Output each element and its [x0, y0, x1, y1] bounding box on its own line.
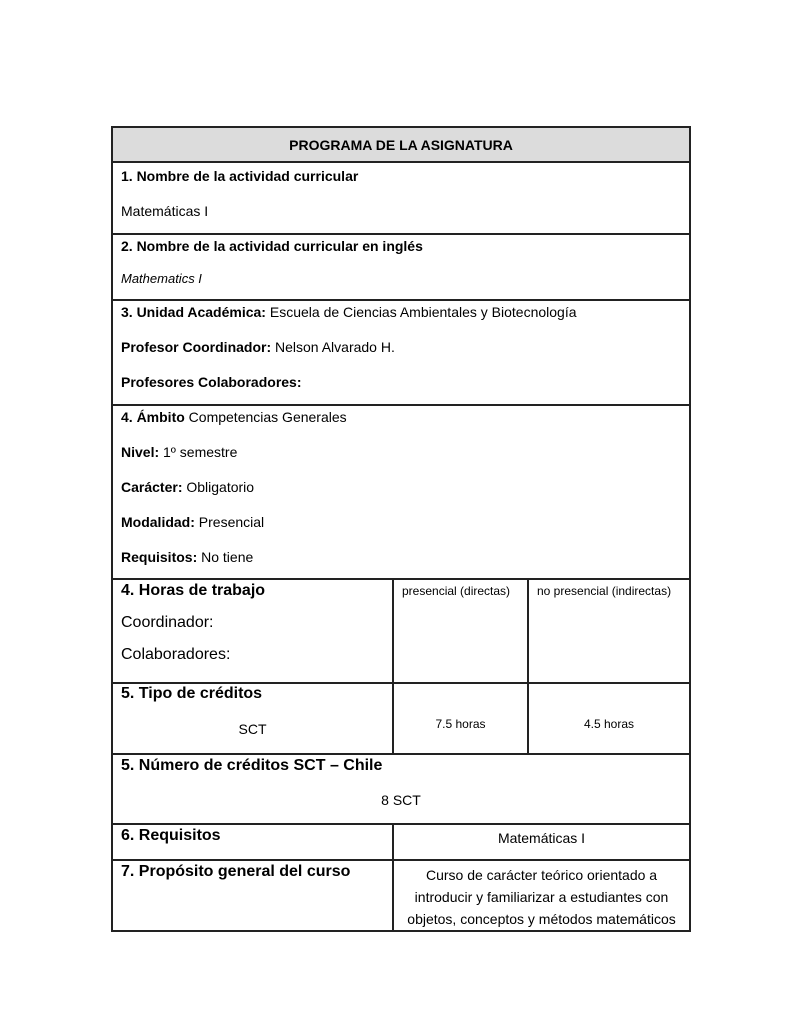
ambito-label: 4. Ámbito: [121, 409, 185, 425]
proposito-title: 7. Propósito general del curso: [121, 863, 351, 880]
creditos-no-presencial: 4.5 horas: [583, 717, 635, 731]
unidad-line: [121, 304, 681, 320]
section-2-label: 2. Nombre de la actividad curricular en inglés: [121, 238, 423, 254]
section-1-value: Matemáticas I: [121, 203, 209, 219]
unidad-value: Escuela de Ciencias Ambientales y Biotecnología: [269, 304, 577, 320]
creditos-presencial: 7.5 horas: [435, 717, 486, 731]
requisitos6-title: 6. Requisitos: [121, 827, 221, 844]
horas-coordinador: Coordinador:: [121, 614, 214, 631]
modalidad-value: Presencial: [198, 514, 265, 530]
colaboradores-label: Profesores Colaboradores:: [121, 374, 302, 390]
coordinador-value: Nelson Alvarado H.: [275, 339, 395, 355]
numero-title: 5. Número de créditos SCT – Chile: [121, 757, 383, 774]
requisitos-label: Requisitos:: [121, 549, 198, 565]
horas-row: [112, 579, 690, 683]
horas-colaboradores: Colaboradores:: [121, 646, 231, 663]
requisitos6-value: Matemáticas I: [497, 830, 586, 846]
section-2-value: Mathematics I: [121, 271, 202, 286]
section-2-row: [112, 234, 690, 300]
requisitos-value: No tiene: [201, 549, 254, 565]
program-sheet: [111, 126, 689, 932]
numero-value: 8 SCT: [381, 792, 421, 808]
modalidad-line: [121, 514, 681, 530]
col-presencial: presencial (directas): [402, 584, 511, 598]
ambito-value: Competencias Generales: [188, 409, 347, 425]
numero-row: [112, 754, 690, 824]
section-1-label: 1. Nombre de la actividad curricular: [121, 168, 359, 184]
col-no-presencial: no presencial (indirectas): [537, 584, 672, 598]
section-4-row: [112, 405, 690, 579]
program-title: PROGRAMA DE LA ASIGNATURA: [112, 127, 690, 162]
caracter-value: Obligatorio: [186, 479, 255, 495]
ambito-line: [121, 409, 681, 425]
proposito-line-3: objetos, conceptos y métodos matemáticos: [407, 911, 676, 927]
section-3-row: [112, 300, 690, 405]
creditos-tipo: SCT: [238, 721, 267, 737]
program-table: [111, 126, 691, 932]
requisitos6-row: [112, 824, 690, 860]
proposito-line-2: introducir y familiarizar a estudiantes con: [414, 889, 669, 905]
nivel-value: 1º semestre: [163, 444, 238, 460]
coordinador-label: Profesor Coordinador:: [121, 339, 272, 355]
unidad-label: 3. Unidad Académica:: [121, 304, 266, 320]
nivel-label: Nivel:: [121, 444, 160, 460]
requisitos-line: [121, 549, 681, 565]
nivel-line: [121, 444, 681, 460]
section-1-row: [112, 162, 690, 234]
creditos-row: [112, 683, 690, 754]
caracter-label: Carácter:: [121, 479, 183, 495]
horas-title: 4. Horas de trabajo: [121, 582, 266, 599]
modalidad-label: Modalidad:: [121, 514, 195, 530]
proposito-line-1: Curso de carácter teórico orientado a: [425, 867, 658, 883]
coordinador-line: [121, 339, 681, 355]
caracter-line: [121, 479, 681, 495]
title-row: [112, 127, 690, 162]
proposito-row: [112, 860, 690, 931]
creditos-title: 5. Tipo de créditos: [121, 685, 263, 702]
